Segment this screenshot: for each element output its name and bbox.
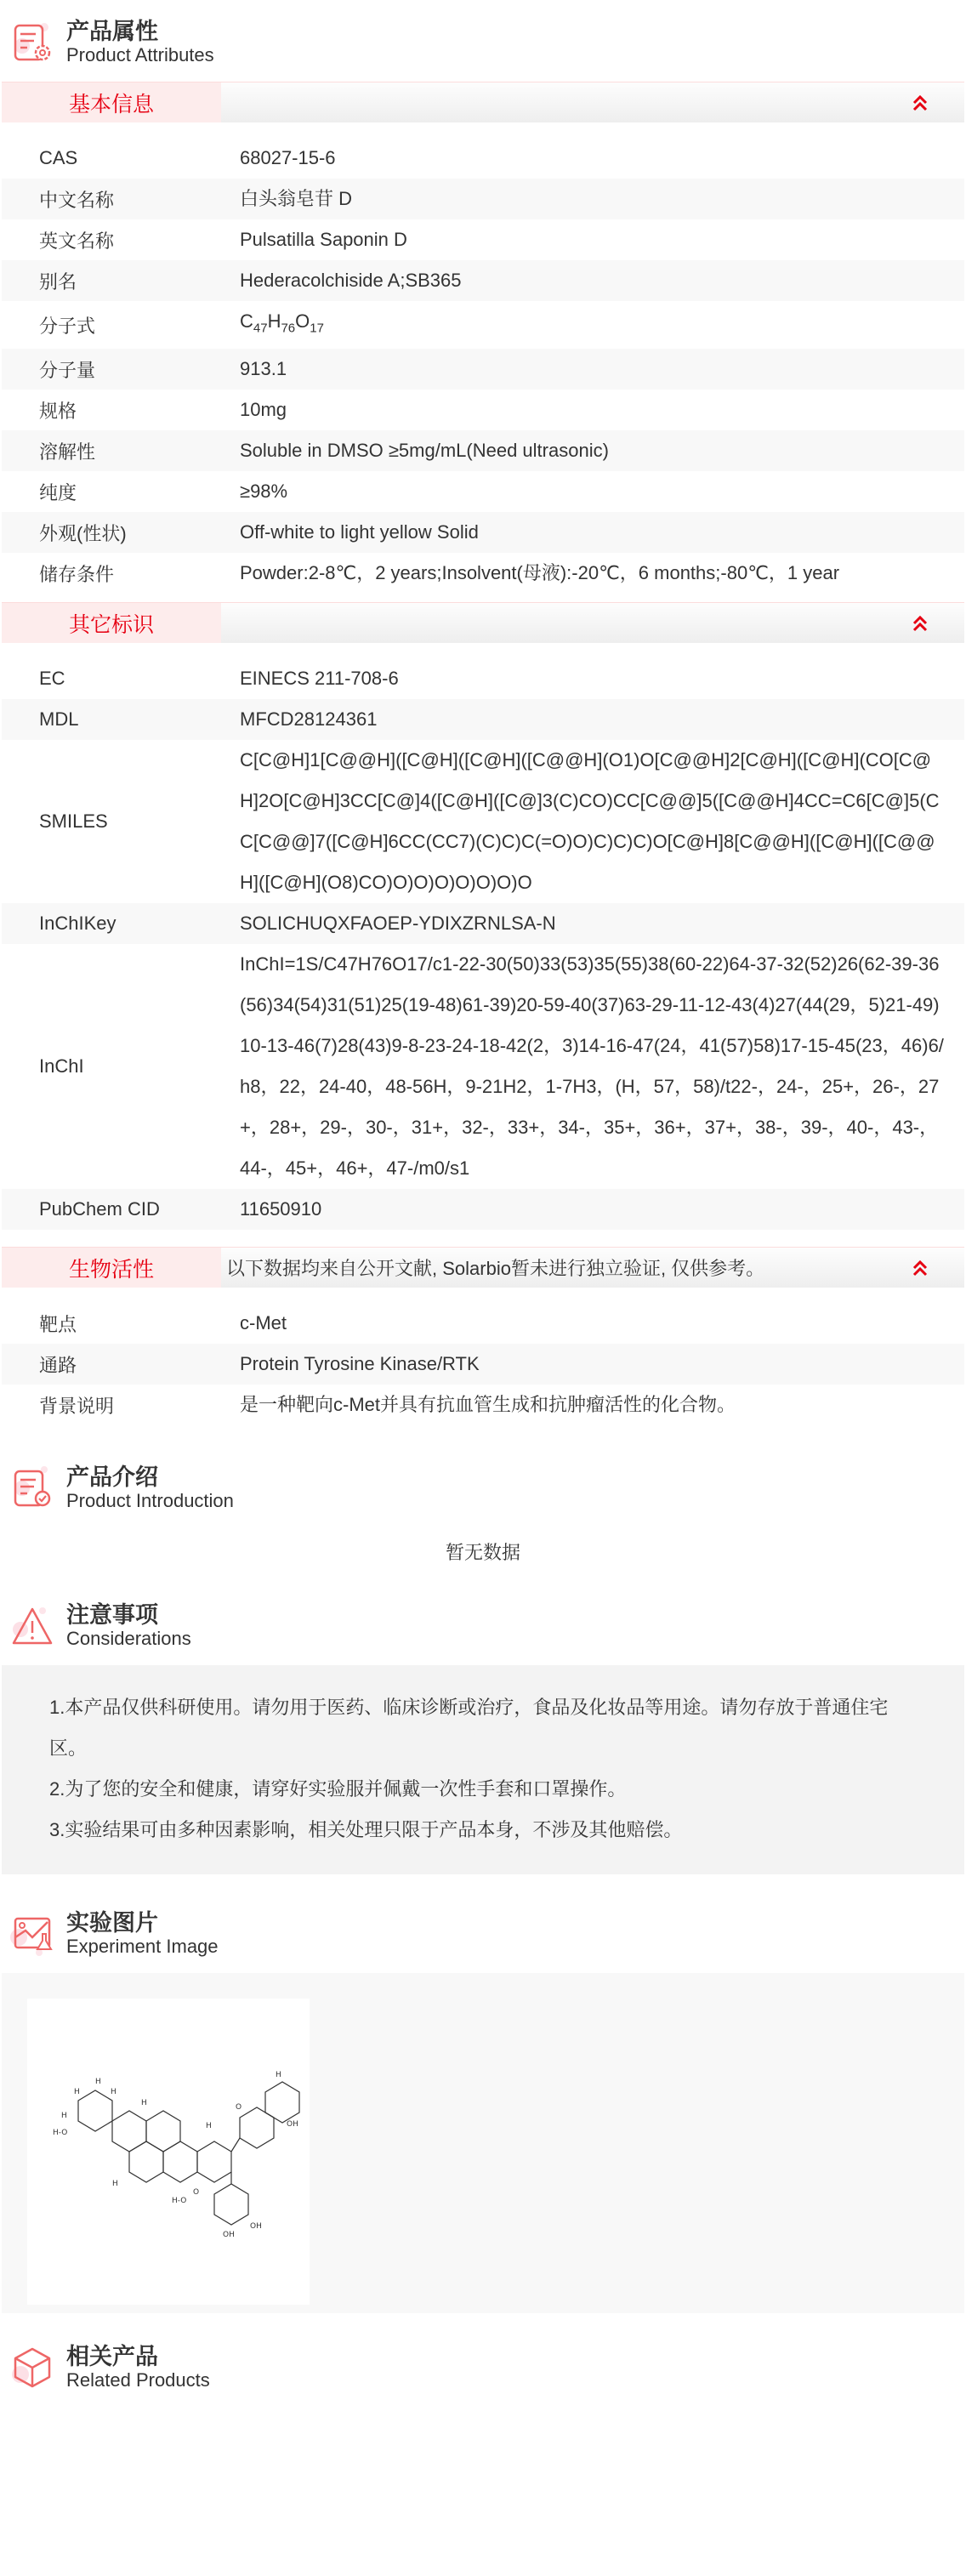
bio-activity-table (2, 1303, 964, 1425)
row-key: EC (39, 668, 65, 690)
product-intro-title (0, 1446, 966, 1527)
table-row (2, 699, 964, 740)
section-title-zh: 产品属性 (66, 19, 158, 44)
row-key: 英文名称 (39, 230, 115, 252)
section-title-zh: 相关产品 (66, 2344, 158, 2370)
table-row (2, 349, 964, 390)
row-value: 913.1 (240, 358, 287, 380)
table-row (2, 179, 964, 219)
table-row (2, 1344, 964, 1385)
table-row (2, 260, 964, 301)
row-key: SMILES (39, 810, 108, 833)
svg-text:O: O (193, 2188, 200, 2198)
row-value: Hederacolchiside A;SB365 (240, 270, 462, 291)
basic-info-table (2, 138, 964, 594)
svg-text:H-O: H-O (172, 2197, 187, 2206)
svg-text:H-O: H-O (53, 2129, 68, 2138)
table-row (2, 1385, 964, 1425)
other-ids-table (2, 658, 964, 1230)
row-value: 10mg (240, 399, 287, 421)
svg-text:H: H (141, 2099, 147, 2108)
chemical-structure-image[interactable] (27, 1999, 310, 2305)
svg-text:H: H (61, 2112, 67, 2121)
svg-text:O: O (236, 2103, 242, 2113)
table-row (2, 944, 964, 1189)
row-key: 背景说明 (39, 1395, 115, 1417)
considerations-panel (2, 1665, 964, 1874)
basic-info-tab: 基本信息 (2, 82, 221, 122)
consideration-item: 3.实验结果可由多种因素影响，相关处理只限于产品本身，不涉及其他赔偿。 (49, 1819, 683, 1841)
row-key: 外观(性状) (39, 522, 127, 544)
molecular-formula: $C_{47}H_{76}O_{17}$ (240, 310, 324, 336)
svg-text:H: H (111, 2088, 116, 2097)
row-value: ≥98% (240, 481, 288, 503)
row-key: 靶点 (39, 1313, 77, 1335)
other-ids-tab: 其它标识 (2, 603, 221, 643)
row-key: InChIKey (39, 913, 116, 935)
table-row (2, 740, 964, 903)
document-check-icon (10, 1466, 54, 1510)
considerations-title (0, 1584, 966, 1665)
table-row (2, 219, 964, 260)
consideration-item: 1.本产品仅供科研使用。请勿用于医药、临床诊断或治疗，食品及化妆品等用途。请勿存放于普通住宅区。 (49, 1697, 889, 1760)
section-title-en: Product Introduction (66, 1490, 234, 1512)
table-row (2, 903, 964, 944)
warning-icon (10, 1604, 54, 1648)
row-value: Off-white to light yellow Solid (240, 521, 479, 543)
section-title-en: Considerations (66, 1628, 191, 1650)
row-key: 规格 (39, 400, 77, 422)
row-value: Soluble in DMSO ≥5mg/mL(Need ultrasonic) (240, 440, 609, 462)
row-value: c-Met (240, 1312, 287, 1334)
svg-text:OH: OH (287, 2120, 298, 2130)
svg-text:H: H (74, 2088, 80, 2097)
svg-text:H: H (206, 2122, 212, 2131)
table-row (2, 512, 964, 553)
row-value: SOLICHUQXFAOEP-YDIXZRNLSA-N (240, 913, 556, 935)
row-value: Powder:2-8℃，2 years;Insolvent(母液):-20℃，6 months;-80℃，1 year (240, 562, 840, 584)
row-value: Pulsatilla Saponin D (240, 229, 407, 250)
table-row (2, 553, 964, 594)
table-row (2, 138, 964, 179)
table-row (2, 658, 964, 699)
row-key: 分子式 (39, 315, 96, 337)
document-gear-icon (10, 20, 54, 65)
row-key: 中文名称 (39, 189, 115, 211)
row-value: 是一种靶向c-Met并具有抗血管生成和抗肿瘤活性的化合物。 (240, 1394, 736, 1416)
experiment-image-panel (2, 1973, 964, 2313)
related-products-title (0, 2325, 966, 2407)
row-value: MFCD28124361 (240, 708, 378, 731)
molecule-structure-icon (27, 1999, 310, 2305)
svg-text:H: H (276, 2071, 281, 2080)
section-title-en: Product Attributes (66, 44, 214, 65)
row-value: InChI=1S/C47H76O17/c1-22-30(50)33(53)35(55)38(60-22)64-37-32(52)26(62-39-36(56)34(54)31(51)25(19-48)61-39)20-59-40(37)63-29-11-12-43(4)27(44(29，5)21-49)10-13-46(7)28(43)9-8-23-24-18-42(2，3)14-16-47(24，41(57)58)17-15-45(23，46)6/h8，22，24-40，48-56H，9-21H2，1-7H3，(H，57，58)/t22-，24-，25+，26-，27+，28+，29-，30-，31+，32-，33+，34-，35+，36+，37+，38-，39-，40-，43-，44-，45+，46+，47-/m0/s1 (240, 953, 944, 1180)
svg-text:H: H (112, 2180, 118, 2189)
section-title-zh: 注意事项 (66, 1602, 158, 1629)
experiment-image-title (0, 1891, 966, 1973)
row-value: 11650910 (240, 1198, 322, 1220)
product-attributes-title (0, 0, 966, 82)
table-row (2, 390, 964, 430)
table-row (2, 301, 964, 349)
table-row (2, 1189, 964, 1230)
row-value: EINECS 211-708-6 (240, 668, 399, 690)
row-key: InChI (39, 1055, 84, 1078)
row-key: 分子量 (39, 359, 96, 381)
section-title-zh: 产品介绍 (66, 1464, 158, 1491)
collapse-chevron-icon[interactable] (910, 613, 930, 634)
bio-activity-tab: 生物活性 (2, 1248, 221, 1288)
other-ids-header[interactable] (2, 602, 964, 643)
image-flask-icon (10, 1912, 54, 1956)
bio-activity-header[interactable] (2, 1247, 964, 1288)
section-title-en: Related Products (66, 2369, 210, 2391)
row-key: 储存条件 (39, 563, 115, 585)
svg-text:OH: OH (223, 2231, 235, 2240)
collapse-chevron-icon[interactable] (910, 93, 930, 113)
collapse-chevron-icon[interactable] (910, 1258, 930, 1278)
no-data-text: 暂无数据 (445, 1542, 520, 1564)
row-key: 纯度 (39, 481, 77, 503)
row-key: 通路 (39, 1354, 77, 1376)
row-key: PubChem CID (39, 1198, 160, 1220)
svg-text:H: H (95, 2078, 101, 2087)
row-key: 溶解性 (39, 441, 96, 463)
row-value: C[C@H]1[C@@H]([C@H]([C@H]([C@@H](O1)O[C@@H]2[C@H]([C@H](CO[C@H]2O[C@H]3CC[C@]4([C@H]([C@]3(C)CO)CC[C@@]5([C@@H]4CC=C6[C@]5(CC[C@@]7([C@H]6CC(CC7)(C)C)C(=O)O)C)C)C)O[C@H]8[C@@H]([C@H]([C@@H]([C@H](O8)CO)O)O)O)O)O)O)O (240, 749, 940, 894)
row-key: 别名 (39, 270, 77, 293)
row-key: MDL (39, 708, 79, 731)
section-title-en: Experiment Image (66, 1936, 219, 1958)
row-value: 白头翁皂苷 D (240, 188, 353, 209)
row-value: 68027-15-6 (240, 147, 336, 168)
row-value: Protein Tyrosine Kinase/RTK (240, 1353, 480, 1375)
basic-info-header[interactable] (2, 82, 964, 122)
section-title-zh: 实验图片 (66, 1910, 158, 1936)
table-row (2, 471, 964, 512)
svg-text:OH: OH (250, 2222, 262, 2232)
row-key: CAS (39, 147, 78, 168)
disclaimer-note: 以下数据均来自公开文献, Solarbio暂未进行独立验证, 仅供参考。 (226, 1258, 765, 1280)
cube-icon (10, 2346, 54, 2390)
table-row (2, 430, 964, 471)
consideration-item: 2.为了您的安全和健康，请穿好实验服并佩戴一次性手套和口罩操作。 (49, 1778, 627, 1800)
table-row (2, 1303, 964, 1344)
